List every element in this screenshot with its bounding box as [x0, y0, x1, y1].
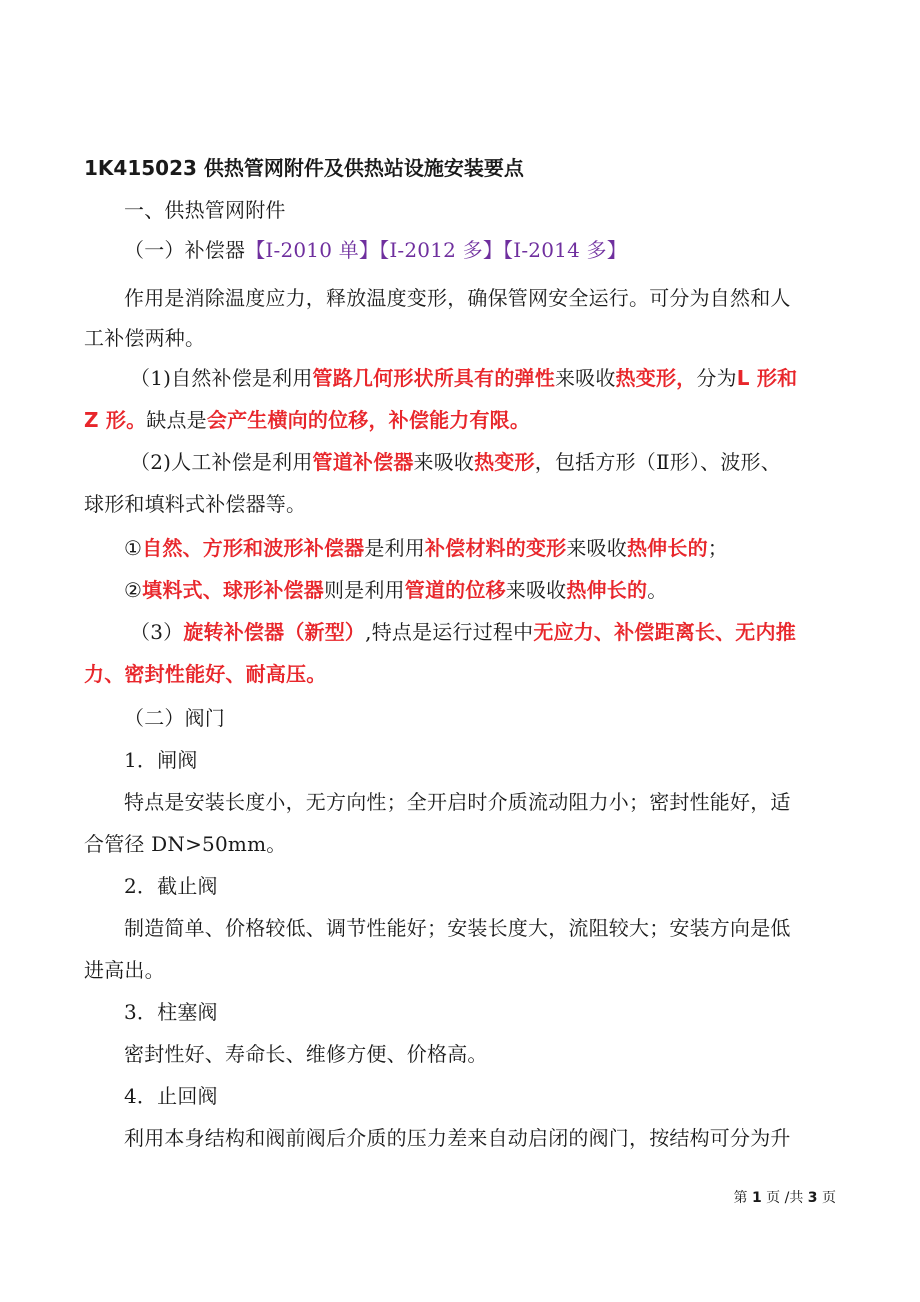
highlight-text: 填料式、球形补偿器 — [142, 578, 324, 602]
item-heading: 1．闸阀 — [124, 748, 198, 772]
paragraph-line: 特点是安装长度小，无方向性；全开启时介质流动阻力小；密封性能好，适 — [124, 790, 791, 814]
text-run: （2)人工补偿是利用 — [130, 450, 313, 474]
paragraph-line: 利用本身结构和阀前阀后介质的压力差来自动启闭的阀门，按结构可分为升 — [124, 1126, 791, 1150]
paragraph-line — [130, 362, 797, 394]
text-run: 来吸收 — [554, 366, 616, 390]
paragraph-line — [130, 446, 781, 478]
highlight-text: 无应力、补偿距离长、无内推 — [533, 620, 796, 644]
item-heading: 2．截止阀 — [124, 874, 218, 898]
subsection-compensator — [124, 234, 627, 266]
text-run: 分为 — [696, 366, 737, 390]
paragraph-line: 作用是消除温度应力，释放温度变形，确保管网安全运行。可分为自然和人 — [124, 286, 791, 310]
text-run: 。 — [647, 578, 668, 602]
text-run: 来吸收 — [505, 578, 567, 602]
text-run: ,特点是运行过程中 — [365, 620, 534, 644]
highlight-text: Z 形。 — [84, 408, 147, 432]
text-run: 来吸收 — [413, 450, 475, 474]
paragraph-line: 球形和填料式补偿器等。 — [84, 492, 307, 516]
subsection-valves: （二）阀门 — [124, 706, 225, 730]
subsection-label: （一）补偿器 — [124, 238, 246, 262]
text-run: ② — [124, 578, 143, 602]
text-run: 缺点是 — [146, 408, 207, 432]
paragraph-line: 工补偿两种。 — [84, 326, 206, 350]
highlight-text: 热变形， — [615, 366, 697, 390]
highlight-text: 力、密封性能好、耐高压。 — [84, 662, 327, 686]
text-run: （1)自然补偿是利用 — [130, 366, 313, 390]
highlight-text: L 形和 — [736, 366, 798, 390]
paragraph-line: 进高出。 — [84, 958, 165, 982]
paragraph-line — [84, 404, 530, 436]
paragraph-line: 制造简单、价格较低、调节性能好；安装长度大，流阻较大；安装方向是低 — [124, 916, 791, 940]
paragraph-line — [124, 532, 728, 564]
exam-tag: 【I-2012 多】 — [379, 238, 504, 262]
highlight-text: 管道补偿器 — [312, 450, 414, 474]
highlight-text: 热伸长的 — [566, 578, 648, 602]
highlight-text: 会产生横向的位移，补偿能力有限。 — [206, 408, 531, 432]
highlight-text: 管路几何形状所具有的弹性 — [312, 366, 555, 390]
text-run: ① — [124, 536, 143, 560]
highlight-text: 自然、方形和波形补偿器 — [142, 536, 365, 560]
current-page: 1 — [751, 1190, 762, 1206]
highlight-text: 热伸长的 — [626, 536, 708, 560]
paragraph-line: 密封性好、寿命长、维修方便、价格高。 — [124, 1042, 488, 1066]
total-pages: 3 — [807, 1190, 818, 1206]
footer-text: 页 /共 — [766, 1190, 804, 1206]
section-heading: 一、供热管网附件 — [124, 198, 286, 222]
paragraph-line — [130, 616, 796, 648]
text-run: 则是利用 — [323, 578, 405, 602]
text-run: 是利用 — [364, 536, 425, 560]
highlight-text: 管道的位移 — [404, 578, 506, 602]
text-run: （3） — [130, 620, 184, 644]
text-run: ，包括方形（Ⅱ形）、波形、 — [534, 450, 781, 474]
item-heading: 3．柱塞阀 — [124, 1000, 218, 1024]
exam-tag: 【I-2010 单】 — [245, 238, 380, 262]
paragraph-line — [124, 574, 667, 606]
text-run: ； — [707, 536, 728, 560]
highlight-text: 旋转补偿器（新型） — [183, 620, 366, 644]
footer-text: 第 — [733, 1190, 748, 1206]
page-number — [734, 1188, 836, 1208]
highlight-text: 热变形 — [474, 450, 535, 474]
item-heading: 4．止回阀 — [124, 1084, 218, 1108]
exam-tag: 【I-2014 多】 — [503, 238, 627, 262]
footer-text: 页 — [822, 1190, 836, 1206]
text-run: 来吸收 — [566, 536, 627, 560]
paragraph-line: 合管径 DN>50mm。 — [84, 832, 287, 856]
highlight-text: 补偿材料的变形 — [424, 536, 567, 560]
document-title: 1K415023 供热管网附件及供热站设施安装要点 — [84, 156, 524, 180]
